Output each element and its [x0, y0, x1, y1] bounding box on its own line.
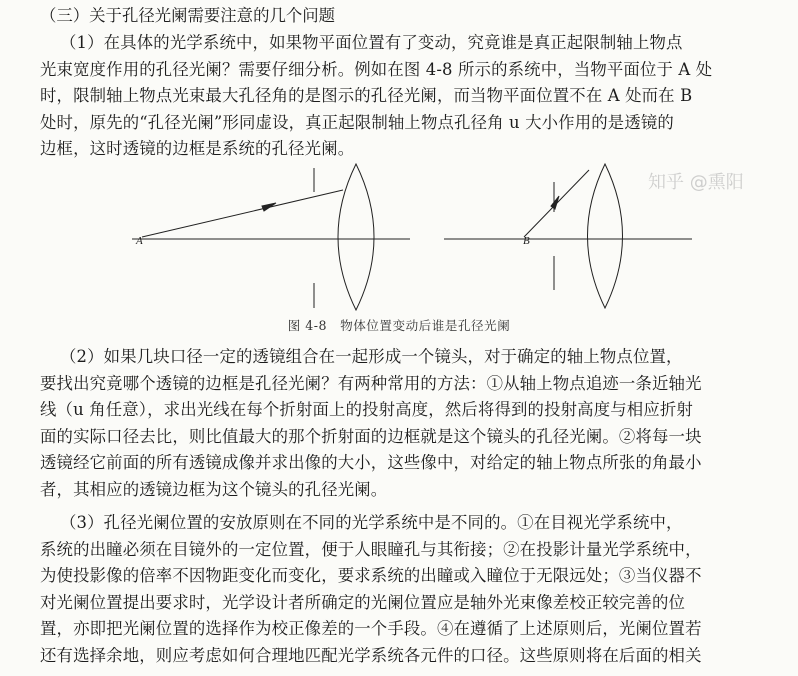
text-line: 系统的出瞳必须在目镜外的一定位置，便于人眼瞳孔与其衔接；②在投影计量光学系统中，: [40, 539, 702, 559]
lens-right: [588, 164, 623, 308]
text-line: 线（u 角任意），求出光线在每个折射面上的投射高度，然后将得到的投射高度与相应折射: [40, 400, 693, 420]
text-line: 还有选择余地，则应考虑如何合理地匹配光学系统各元件的口径。这些原则将在后面的相关: [40, 645, 702, 665]
text-line: 处时，原先的“孔径光阑”形同虚设，真正起限制轴上物点孔径角 u 大小作用的是透镜的: [40, 112, 674, 132]
text-line: （3）孔径光阑位置的安放原则在不同的光学系统中是不同的。①在目视光学系统中，: [60, 513, 683, 532]
paragraph-3: [40, 510, 762, 670]
text-line: （2）如果几块口径一定的透镜组合在一起形成一个镜头，对于确定的轴上物点位置，: [60, 347, 683, 366]
figure-caption: 图 4-8 物体位置变动后谁是孔径光阑: [287, 318, 511, 333]
text-line: 要找出究竟哪个透镜的边框是孔径光阑？有两种常用的方法：①从轴上物点追迹一条近轴光: [40, 373, 702, 393]
label-a: A: [136, 235, 143, 247]
arrow-left: [262, 203, 276, 211]
text-line: 时，限制轴上物点光束最大孔径角的是图示的孔径光阑，而当物平面位置不在 A 处而在 B: [40, 86, 693, 106]
label-b: B: [523, 235, 530, 247]
left-diagram: [132, 164, 410, 310]
section-heading: （三）关于孔径光阑需要注意的几个问题: [40, 6, 336, 25]
text-line: （1）在具体的光学系统中，如果物平面位置有了变动，究竟谁是真正起限制轴上物点: [60, 33, 683, 52]
text-line: 者，其相应的透镜边框为这个镜头的孔径光阑。: [40, 479, 388, 499]
ray-left: [142, 190, 343, 237]
text-line: 边框，这时透镜的边框是系统的孔径光阑。: [40, 139, 355, 159]
watermark: 知乎 @熏阳: [648, 172, 744, 193]
paragraph-1: [40, 30, 762, 163]
text-line: 面的实际口径去比，则比值最大的那个折射面的边框就是这个镜头的孔径光阑。②将每一块: [40, 426, 702, 446]
text-line: 对光阑位置提出要求时，光学设计者所确定的光阑位置应是轴外光束像差校正较完善的位: [40, 592, 686, 612]
text-line: 置，亦即把光阑位置的选择作为校正像差的一个手段。④在遵循了上述原则后，光阑位置若: [40, 619, 702, 639]
lens-left: [338, 164, 374, 310]
text-line: 透镜经它前面的所有透镜成像并求出像的大小，这些像中，对给定的轴上物点所张的角最小: [40, 453, 702, 473]
text-line: 光束宽度作用的孔径光阑？需要仔细分析。例如在图 4-8 所示的系统中，当物平面位于 A 处: [40, 59, 713, 79]
paragraph-2: [40, 344, 762, 504]
text-line: 为使投影像的倍率不因物距变化而变化，要求系统的出瞳或入瞳位于无限远处；③当仪器不: [40, 566, 702, 586]
